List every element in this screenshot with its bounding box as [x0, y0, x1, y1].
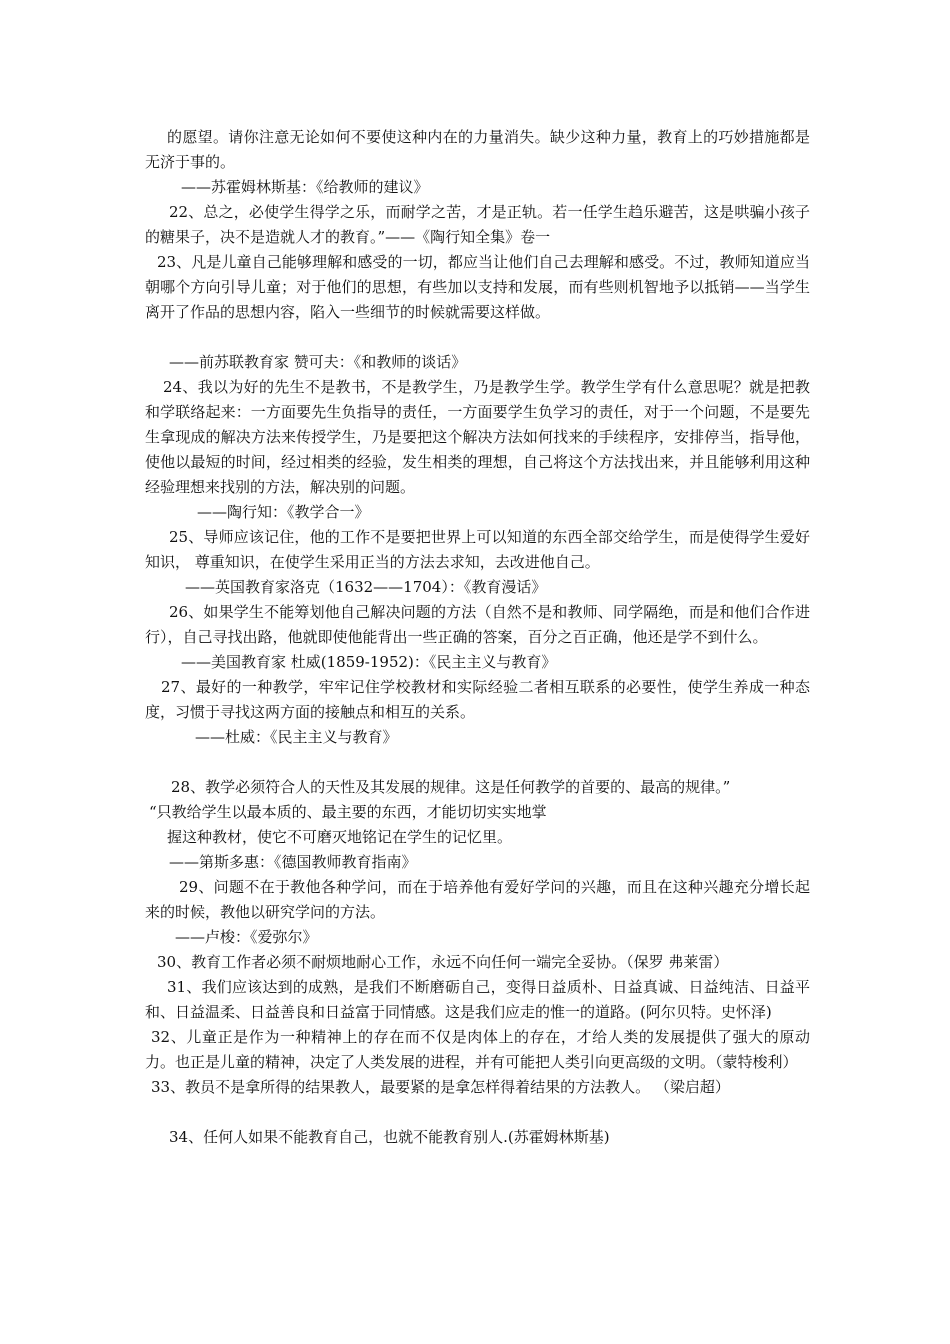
blank-line: [145, 750, 810, 775]
paragraph: ——美国教育家 杜威(1859-1952)：《民主主义与教育》: [181, 653, 557, 671]
paragraph: 的愿望。请你注意无论如何不要使这种内在的力量消失。缺少这种力量，教育上的巧妙措施都是无济于事的。: [145, 128, 810, 171]
paragraph: 24、我以为好的先生不是教书，不是教学生，乃是教学生学。教学生学有什么意思呢？就是把教和学联络起来：一方面要先生负指导的责任，一方面要学生负学习的责任，对于一个问题，不是要先生拿现成的解决方法来传授学生，乃是要把这个解决方法如何找来的手续程序，安排停当，指导他，使他以最短的时间，经过相类的经验，发生相类的理想，自己将这个方法找出来，并且能够利用这种经验理想来找别的方法，解决别的问题。: [145, 378, 810, 496]
blank-line: [145, 325, 810, 350]
paragraph: 31、我们应该达到的成熟，是我们不断磨砺自己，变得日益质朴、日益真诚、日益纯洁、日益平和、日益温柔、日益善良和日益富于同情感。这是我们应走的惟一的道路。(阿尔贝特。史怀泽): [145, 978, 810, 1021]
paragraph: ——英国教育家洛克（1632——1704）：《教育漫话》: [185, 578, 547, 596]
paragraph: “只教给学生以最本质的、最主要的东西，才能切切实实地掌: [149, 803, 547, 821]
paragraph: ——苏霍姆林斯基：《给教师的建议》: [181, 178, 429, 196]
paragraph: 29、问题不在于教他各种学问，而在于培养他有爱好学问的兴趣，而且在这种兴趣充分增长起来的时候，教他以研究学问的方法。: [145, 878, 810, 921]
paragraph: 23、凡是儿童自己能够理解和感受的一切，都应当让他们自己去理解和感受。不过，教师知道应当朝哪个方向引导儿童；对于他们的思想，有些加以支持和发展，而有些则机智地予以抵销——当学生离开了作品的思想内容，陷入一些细节的时候就需要这样做。: [145, 253, 810, 321]
paragraph: 30、教育工作者必须不耐烦地耐心工作，永远不向任何一端完全妥协。（保罗 弗莱雷）: [157, 953, 729, 971]
paragraph: ——前苏联教育家 赞可夫：《和教师的谈话》: [169, 353, 467, 371]
paragraph: 握这种教材，使它不可磨灭地铭记在学生的记忆里。: [167, 828, 513, 846]
document-body: [145, 125, 810, 1150]
paragraph: 34、任何人如果不能教育自己，也就不能教育别人.(苏霍姆林斯基): [169, 1128, 610, 1146]
paragraph: 26、如果学生不能筹划他自己解决问题的方法（自然不是和教师、同学隔绝，而是和他们合作进行），自己寻找出路，他就即使他能背出一些正确的答案，百分之百正确，他还是学不到什么。: [145, 603, 810, 646]
paragraph: 32、儿童正是作为一种精神上的存在而不仅是肉体上的存在，才给人类的发展提供了强大的原动力。也正是儿童的精神，决定了人类发展的进程，并有可能把人类引向更高级的文明。（蒙特梭利）: [145, 1028, 810, 1071]
paragraph: ——杜威：《民主主义与教育》: [195, 728, 398, 746]
paragraph: 22、总之，必使学生得学之乐，而耐学之苦，才是正轨。若一任学生趋乐避苦，这是哄骗小孩子的糖果子，决不是造就人才的教育。”——《陶行知全集》卷一: [145, 203, 810, 246]
paragraph: 27、最好的一种教学，牢牢记住学校教材和实际经验二者相互联系的必要性，使学生养成一种态度，习惯于寻找这两方面的接触点和相互的关系。: [145, 678, 810, 721]
blank-line: [145, 1100, 810, 1125]
paragraph: 28、教学必须符合人的天性及其发展的规律。这是任何教学的首要的、最高的规律。”: [171, 778, 731, 796]
paragraph: ——陶行知：《教学合一》: [197, 503, 370, 521]
paragraph: 33、教员不是拿所得的结果教人，最要紧的是拿怎样得着结果的方法教人。 （梁启超）: [151, 1078, 730, 1096]
paragraph: ——卢梭：《爱弥尔》: [175, 928, 318, 946]
paragraph: 25、导师应该记住，他的工作不是要把世界上可以知道的东西全部交给学生，而是使得学生爱好知识， 尊重知识，在使学生采用正当的方法去求知，去改进他自己。: [145, 528, 810, 571]
paragraph: ——第斯多惠：《德国教师教育指南》: [169, 853, 417, 871]
